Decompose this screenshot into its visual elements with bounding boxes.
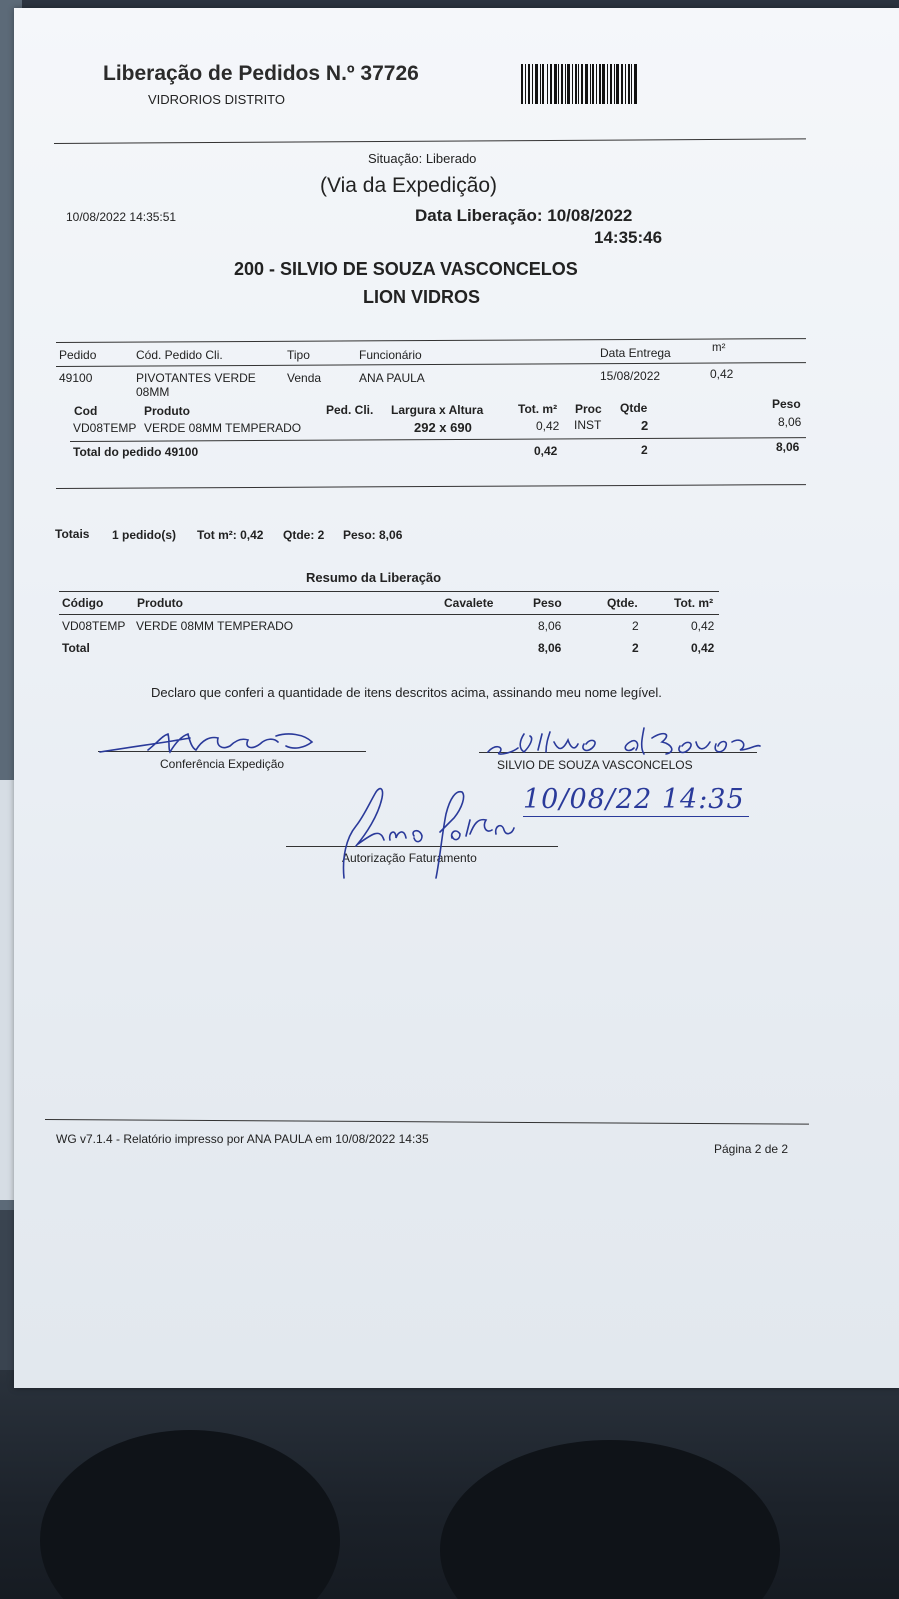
summary-top-line xyxy=(59,591,719,592)
cell-cod-cli-2: 08MM xyxy=(136,385,170,399)
summary-cell-codigo: VD08TEMP xyxy=(62,619,126,633)
document-title: Liberação de Pedidos N.º 37726 xyxy=(103,62,419,85)
handwritten-signature-autorizacao xyxy=(336,778,516,888)
background-shadow xyxy=(440,1440,780,1599)
handwritten-signature-conferencia xyxy=(98,724,328,758)
col-header-tipo: Tipo xyxy=(287,348,310,362)
summary-header-line xyxy=(59,614,719,615)
cell-m2: 0,42 xyxy=(710,367,734,381)
cell-data-entrega: 15/08/2022 xyxy=(600,369,661,383)
summary-header-produto: Produto xyxy=(137,596,183,610)
item-header-produto: Produto xyxy=(144,404,190,418)
totals-qtde: Qtde: 2 xyxy=(283,528,325,542)
col-header-cod-cli: Cód. Pedido Cli. xyxy=(136,348,223,362)
release-time: 14:35:46 xyxy=(594,228,663,247)
cell-funcionario: ANA PAULA xyxy=(359,371,425,385)
table-top-line xyxy=(56,338,806,343)
summary-total-tot-m2: 0,42 xyxy=(691,641,715,655)
totals-m2: Tot m²: 0,42 xyxy=(197,528,264,542)
item-dimensions: 292 x 690 xyxy=(414,420,472,435)
item-cod: VD08TEMP xyxy=(73,421,137,435)
item-header-cod: Cod xyxy=(74,404,98,418)
footer-page-number: Página 2 de 2 xyxy=(714,1142,789,1156)
order-total-qtde: 2 xyxy=(641,443,648,457)
totals-peso: Peso: 8,06 xyxy=(343,528,403,542)
item-header-proc: Proc xyxy=(575,402,602,416)
company-name: VIDRORIOS DISTRITO xyxy=(148,92,285,107)
handwritten-date: 10/08/22 14:35 xyxy=(523,784,745,815)
item-proc: INST xyxy=(574,418,602,432)
item-tot-m2: 0,42 xyxy=(536,419,560,433)
handwritten-date-underline xyxy=(523,816,749,817)
copy-label: (Via da Expedição) xyxy=(320,174,498,197)
footer-printed-by: WG v7.1.4 - Relatório impresso por ANA PAULA em 10/08/2022 14:35 xyxy=(56,1132,429,1146)
summary-cell-qtde: 2 xyxy=(632,619,639,633)
totals-label: Totais xyxy=(55,527,90,541)
summary-header-peso: Peso xyxy=(533,596,562,610)
client-name: 200 - SILVIO DE SOUZA VASCONCELOS xyxy=(234,259,578,279)
summary-header-cavalete: Cavalete xyxy=(444,596,494,610)
signature-label-left: Conferência Expedição xyxy=(160,757,285,771)
divider xyxy=(54,138,806,144)
background-shadow xyxy=(40,1430,340,1599)
order-total-label: Total do pedido 49100 xyxy=(73,445,199,459)
footer-line xyxy=(45,1119,809,1125)
item-header-qtde: Qtde xyxy=(620,401,648,415)
order-total-m2: 0,42 xyxy=(534,444,558,458)
signature-label-bottom: Autorização Faturamento xyxy=(342,851,477,865)
item-qtde: 2 xyxy=(641,418,649,433)
declaration-text: Declaro que conferi a quantidade de itens descritos acima, assinando meu nome legível. xyxy=(151,685,662,700)
summary-title: Resumo da Liberação xyxy=(306,570,442,585)
totals-pedidos: 1 pedido(s) xyxy=(112,528,177,542)
document-page xyxy=(14,8,899,1388)
summary-total-label: Total xyxy=(62,641,90,655)
item-header-ped-cli: Ped. Cli. xyxy=(326,403,374,417)
release-date: Data Liberação: 10/08/2022 xyxy=(415,206,633,225)
cell-cod-cli: PIVOTANTES VERDE xyxy=(136,371,256,385)
table-header-line xyxy=(56,362,806,367)
print-datetime: 10/08/2022 14:35:51 xyxy=(66,210,177,224)
item-header-tot-m2: Tot. m² xyxy=(518,402,558,416)
client-company: LION VIDROS xyxy=(363,287,481,307)
col-header-data-entrega: Data Entrega xyxy=(600,346,671,360)
summary-header-tot-m2: Tot. m² xyxy=(674,596,714,610)
item-header-dimensions: Largura x Altura xyxy=(391,403,484,417)
summary-header-qtde: Qtde. xyxy=(607,596,638,610)
col-header-pedido: Pedido xyxy=(59,348,97,362)
item-produto: VERDE 08MM TEMPERADO xyxy=(144,421,302,435)
barcode xyxy=(521,64,655,104)
summary-cell-produto: VERDE 08MM TEMPERADO xyxy=(136,619,294,633)
order-total-peso: 8,06 xyxy=(776,440,800,454)
summary-cell-tot-m2: 0,42 xyxy=(691,619,715,633)
summary-total-qtde: 2 xyxy=(632,641,639,655)
handwritten-signature-client xyxy=(484,724,774,760)
background-bottom xyxy=(0,1370,899,1599)
item-peso: 8,06 xyxy=(778,415,802,429)
summary-header-codigo: Código xyxy=(62,596,104,610)
item-total-line xyxy=(70,437,806,442)
item-header-peso: Peso xyxy=(772,397,801,411)
status-text: Situação: Liberado xyxy=(368,151,477,166)
table-bottom-line xyxy=(56,484,806,489)
col-header-funcionario: Funcionário xyxy=(359,348,422,362)
summary-total-peso: 8,06 xyxy=(538,641,562,655)
cell-pedido: 49100 xyxy=(59,371,93,385)
cell-tipo: Venda xyxy=(287,371,322,385)
col-header-m2: m² xyxy=(712,342,726,354)
summary-cell-peso: 8,06 xyxy=(538,619,562,633)
signature-label-right: SILVIO DE SOUZA VASCONCELOS xyxy=(497,758,693,772)
